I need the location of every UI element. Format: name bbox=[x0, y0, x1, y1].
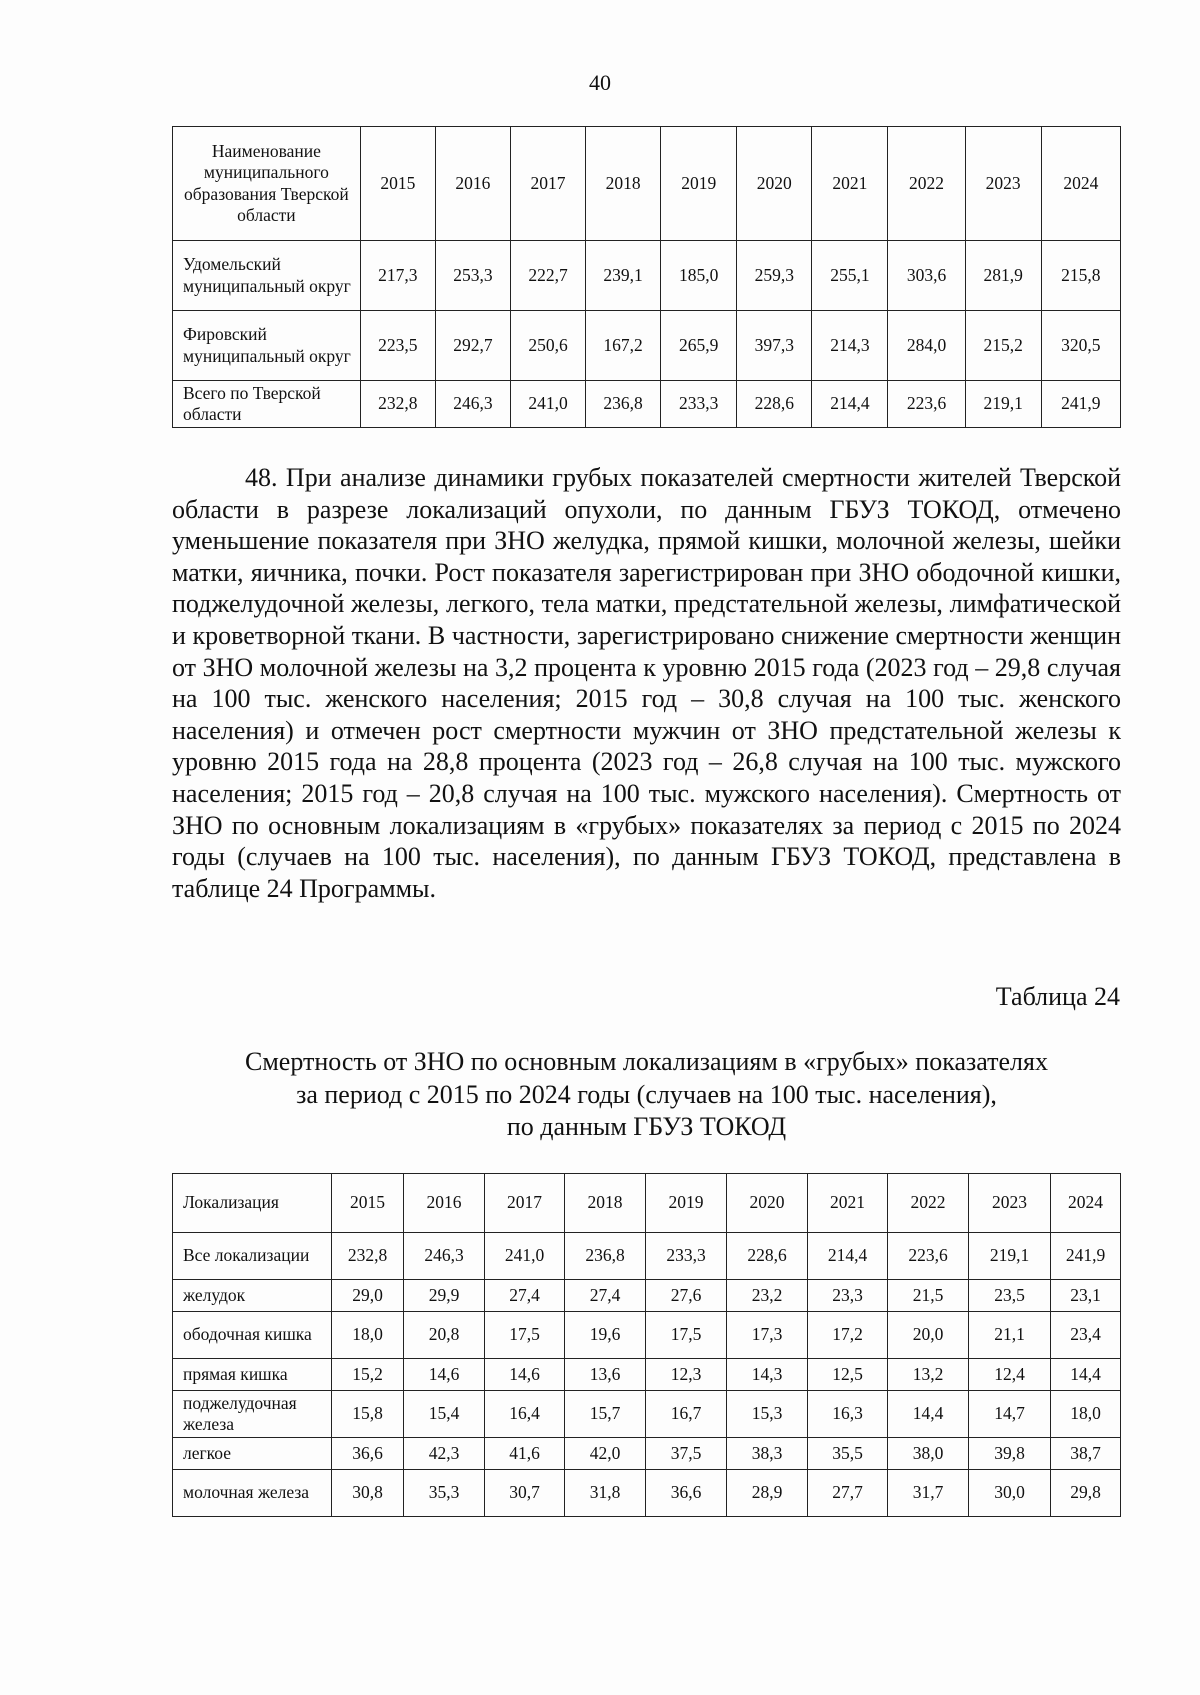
column-header: 2017 bbox=[510, 127, 585, 241]
table-cell: 233,3 bbox=[646, 1233, 727, 1280]
table-cell: 233,3 bbox=[661, 381, 737, 428]
table-cell: 37,5 bbox=[646, 1438, 727, 1470]
table-title-line: по данным ГБУЗ ТОКОД bbox=[506, 1112, 787, 1141]
table-cell: 15,2 bbox=[332, 1359, 404, 1391]
table-cell: 214,4 bbox=[808, 1233, 888, 1280]
table-cell: 23,3 bbox=[808, 1280, 888, 1312]
column-header: 2019 bbox=[661, 127, 737, 241]
table-cell: 228,6 bbox=[727, 1233, 808, 1280]
table-cell: 27,7 bbox=[808, 1470, 888, 1517]
table-cell: 241,9 bbox=[1051, 1233, 1121, 1280]
column-header: 2015 bbox=[360, 127, 435, 241]
table-cell: 241,0 bbox=[510, 381, 585, 428]
table-cell: 14,3 bbox=[727, 1359, 808, 1391]
table-cell: 21,1 bbox=[969, 1312, 1051, 1359]
table-cell: 23,4 bbox=[1051, 1312, 1121, 1359]
table-row bbox=[173, 1391, 1121, 1438]
table-cell: 14,6 bbox=[404, 1359, 485, 1391]
table-label: Таблица 24 bbox=[995, 982, 1120, 1011]
table-row bbox=[173, 1280, 1121, 1312]
table-cell: 284,0 bbox=[888, 311, 965, 381]
table-cell: 259,3 bbox=[737, 241, 812, 311]
table-row bbox=[173, 1359, 1121, 1391]
table-cell: 23,5 bbox=[969, 1280, 1051, 1312]
table-cell: 13,6 bbox=[565, 1359, 646, 1391]
table-cell: 241,0 bbox=[485, 1233, 565, 1280]
column-header: Локализация bbox=[173, 1174, 332, 1233]
table-cell: 215,2 bbox=[965, 311, 1041, 381]
row-label: Удомельский муниципальный округ bbox=[173, 241, 361, 311]
table-row bbox=[173, 1233, 1121, 1280]
table-cell: 232,8 bbox=[332, 1233, 404, 1280]
table-cell: 38,7 bbox=[1051, 1438, 1121, 1470]
table-cell: 15,7 bbox=[565, 1391, 646, 1438]
table-cell: 281,9 bbox=[965, 241, 1041, 311]
table-cell: 255,1 bbox=[812, 241, 888, 311]
table-row bbox=[173, 311, 1121, 381]
table-cell: 38,3 bbox=[727, 1438, 808, 1470]
column-header: 2015 bbox=[332, 1174, 404, 1233]
table-cell: 185,0 bbox=[661, 241, 737, 311]
table-cell: 16,4 bbox=[485, 1391, 565, 1438]
table-cell: 31,8 bbox=[565, 1470, 646, 1517]
table-cell: 16,7 bbox=[646, 1391, 727, 1438]
column-header: 2023 bbox=[965, 127, 1041, 241]
table-row bbox=[173, 241, 1121, 311]
table-cell: 21,5 bbox=[888, 1280, 969, 1312]
table-cell: 19,6 bbox=[565, 1312, 646, 1359]
column-header: 2021 bbox=[808, 1174, 888, 1233]
table-cell: 167,2 bbox=[586, 311, 661, 381]
table-cell: 18,0 bbox=[332, 1312, 404, 1359]
table-cell: 36,6 bbox=[332, 1438, 404, 1470]
table-cell: 12,5 bbox=[808, 1359, 888, 1391]
column-header: 2017 bbox=[485, 1174, 565, 1233]
table-cell: 27,4 bbox=[485, 1280, 565, 1312]
table-cell: 219,1 bbox=[969, 1233, 1051, 1280]
table-header-row bbox=[173, 1174, 1121, 1233]
row-label: ободочная кишка bbox=[173, 1312, 332, 1359]
table-cell: 320,5 bbox=[1041, 311, 1120, 381]
table-cell: 29,8 bbox=[1051, 1470, 1121, 1517]
table-cell: 17,5 bbox=[485, 1312, 565, 1359]
table-cell: 31,7 bbox=[888, 1470, 969, 1517]
table-cell: 223,5 bbox=[360, 311, 435, 381]
table-cell: 250,6 bbox=[510, 311, 585, 381]
table-cell: 30,7 bbox=[485, 1470, 565, 1517]
table-cell: 15,4 bbox=[404, 1391, 485, 1438]
table-cell: 236,8 bbox=[565, 1233, 646, 1280]
table-cell: 265,9 bbox=[661, 311, 737, 381]
row-label: желудок bbox=[173, 1280, 332, 1312]
column-header: 2020 bbox=[737, 127, 812, 241]
table-cell: 214,3 bbox=[812, 311, 888, 381]
table-cell: 223,6 bbox=[888, 381, 965, 428]
table-cell: 14,7 bbox=[969, 1391, 1051, 1438]
table-cell: 27,6 bbox=[646, 1280, 727, 1312]
table-cell: 27,4 bbox=[565, 1280, 646, 1312]
column-header: 2024 bbox=[1051, 1174, 1121, 1233]
table-cell: 17,5 bbox=[646, 1312, 727, 1359]
table-cell: 20,8 bbox=[404, 1312, 485, 1359]
column-header: 2018 bbox=[586, 127, 661, 241]
table-cell: 253,3 bbox=[435, 241, 510, 311]
page-number: 40 bbox=[589, 70, 611, 95]
column-header: 2022 bbox=[888, 1174, 969, 1233]
table-title bbox=[172, 1046, 1121, 1144]
table-cell: 35,5 bbox=[808, 1438, 888, 1470]
table-cell: 30,8 bbox=[332, 1470, 404, 1517]
table-cell: 23,1 bbox=[1051, 1280, 1121, 1312]
column-header: Наименование муниципального образования Тверской области bbox=[173, 127, 361, 241]
row-label: легкое bbox=[173, 1438, 332, 1470]
table-cell: 303,6 bbox=[888, 241, 965, 311]
table-cell: 14,4 bbox=[1051, 1359, 1121, 1391]
row-label: молочная железа bbox=[173, 1470, 332, 1517]
table-row bbox=[173, 1312, 1121, 1359]
table-cell: 14,6 bbox=[485, 1359, 565, 1391]
column-header: 2021 bbox=[812, 127, 888, 241]
table-cell: 23,2 bbox=[727, 1280, 808, 1312]
column-header: 2018 bbox=[565, 1174, 646, 1233]
table-cell: 28,9 bbox=[727, 1470, 808, 1517]
column-header: 2019 bbox=[646, 1174, 727, 1233]
table-cell: 241,9 bbox=[1041, 381, 1120, 428]
body-paragraph: 48. При анализе динамики грубых показателей смертности жителей Тверской области в разрезе локализаций опухоли, по данным ГБУЗ ТОКОД, отмечено уменьшение показателя при ЗНО желудка, прямой кишки, молочной железы, шейки матки, яичника, почки. Рост показателя зарегистрирован при ЗНО ободочной кишки, поджелудочной железы, легкого, тела матки, предстательной железы, лимфатической и кроветворной ткани. В частности, зарегистрировано снижение смертности женщин от ЗНО молочной железы на 3,2 процента к уровню 2015 года (2023 год – 29,8 случая на 100 тыс. женского населения; 2015 год – 30,8 случая на 100 тыс. женского населения) и отмечен рост смертности мужчин от ЗНО предстательной железы к уровню 2015 года на 28,8 процента (2023 год – 26,8 случая на 100 тыс. мужского населения; 2015 год – 20,8 случая на 100 тыс. мужского населения). Смертность от ЗНО по основным локализациям в «грубых» показателях за период с 2015 по 2024 годы (случаев на 100 тыс. населения), по данным ГБУЗ ТОКОД, представлена в таблице 24 Программы. bbox=[172, 463, 1121, 903]
table-header-row bbox=[173, 127, 1121, 241]
table-cell: 42,0 bbox=[565, 1438, 646, 1470]
table-cell: 236,8 bbox=[586, 381, 661, 428]
table-cell: 13,2 bbox=[888, 1359, 969, 1391]
column-header: 2024 bbox=[1041, 127, 1120, 241]
table-cell: 38,0 bbox=[888, 1438, 969, 1470]
table-title-line: Смертность от ЗНО по основным локализациям в «грубых» показателях bbox=[245, 1047, 1048, 1076]
localization-mortality-table bbox=[172, 1173, 1121, 1517]
table-cell: 15,8 bbox=[332, 1391, 404, 1438]
table-cell: 30,0 bbox=[969, 1470, 1051, 1517]
table-cell: 41,6 bbox=[485, 1438, 565, 1470]
table-cell: 219,1 bbox=[965, 381, 1041, 428]
table-cell: 397,3 bbox=[737, 311, 812, 381]
table-cell: 29,9 bbox=[404, 1280, 485, 1312]
row-label: Фировский муниципальный округ bbox=[173, 311, 361, 381]
table-cell: 20,0 bbox=[888, 1312, 969, 1359]
table-cell: 17,2 bbox=[808, 1312, 888, 1359]
row-label: Все локализации bbox=[173, 1233, 332, 1280]
table-cell: 215,8 bbox=[1041, 241, 1120, 311]
table-cell: 223,6 bbox=[888, 1233, 969, 1280]
table-cell: 246,3 bbox=[435, 381, 510, 428]
table-cell: 39,8 bbox=[969, 1438, 1051, 1470]
table-cell: 12,3 bbox=[646, 1359, 727, 1391]
column-header: 2023 bbox=[969, 1174, 1051, 1233]
column-header: 2016 bbox=[404, 1174, 485, 1233]
table-cell: 232,8 bbox=[360, 381, 435, 428]
table-cell: 246,3 bbox=[404, 1233, 485, 1280]
table-cell: 18,0 bbox=[1051, 1391, 1121, 1438]
table-cell: 239,1 bbox=[586, 241, 661, 311]
table-cell: 35,3 bbox=[404, 1470, 485, 1517]
table-cell: 292,7 bbox=[435, 311, 510, 381]
table-cell: 12,4 bbox=[969, 1359, 1051, 1391]
table-row bbox=[173, 1438, 1121, 1470]
table-cell: 217,3 bbox=[360, 241, 435, 311]
table-cell: 42,3 bbox=[404, 1438, 485, 1470]
table-cell: 36,6 bbox=[646, 1470, 727, 1517]
table-row bbox=[173, 1470, 1121, 1517]
row-label: Всего по Тверской области bbox=[173, 381, 361, 428]
column-header: 2022 bbox=[888, 127, 965, 241]
table-cell: 29,0 bbox=[332, 1280, 404, 1312]
table-cell: 228,6 bbox=[737, 381, 812, 428]
row-label: поджелудочная железа bbox=[173, 1391, 332, 1438]
column-header: 2020 bbox=[727, 1174, 808, 1233]
municipal-mortality-table bbox=[172, 126, 1121, 428]
table-cell: 16,3 bbox=[808, 1391, 888, 1438]
table-row bbox=[173, 381, 1121, 428]
table-cell: 14,4 bbox=[888, 1391, 969, 1438]
table-cell: 222,7 bbox=[510, 241, 585, 311]
table-cell: 17,3 bbox=[727, 1312, 808, 1359]
row-label: прямая кишка bbox=[173, 1359, 332, 1391]
table-cell: 214,4 bbox=[812, 381, 888, 428]
table-title-line: за период с 2015 по 2024 годы (случаев на 100 тыс. населения), bbox=[296, 1079, 997, 1109]
table-cell: 15,3 bbox=[727, 1391, 808, 1438]
column-header: 2016 bbox=[435, 127, 510, 241]
